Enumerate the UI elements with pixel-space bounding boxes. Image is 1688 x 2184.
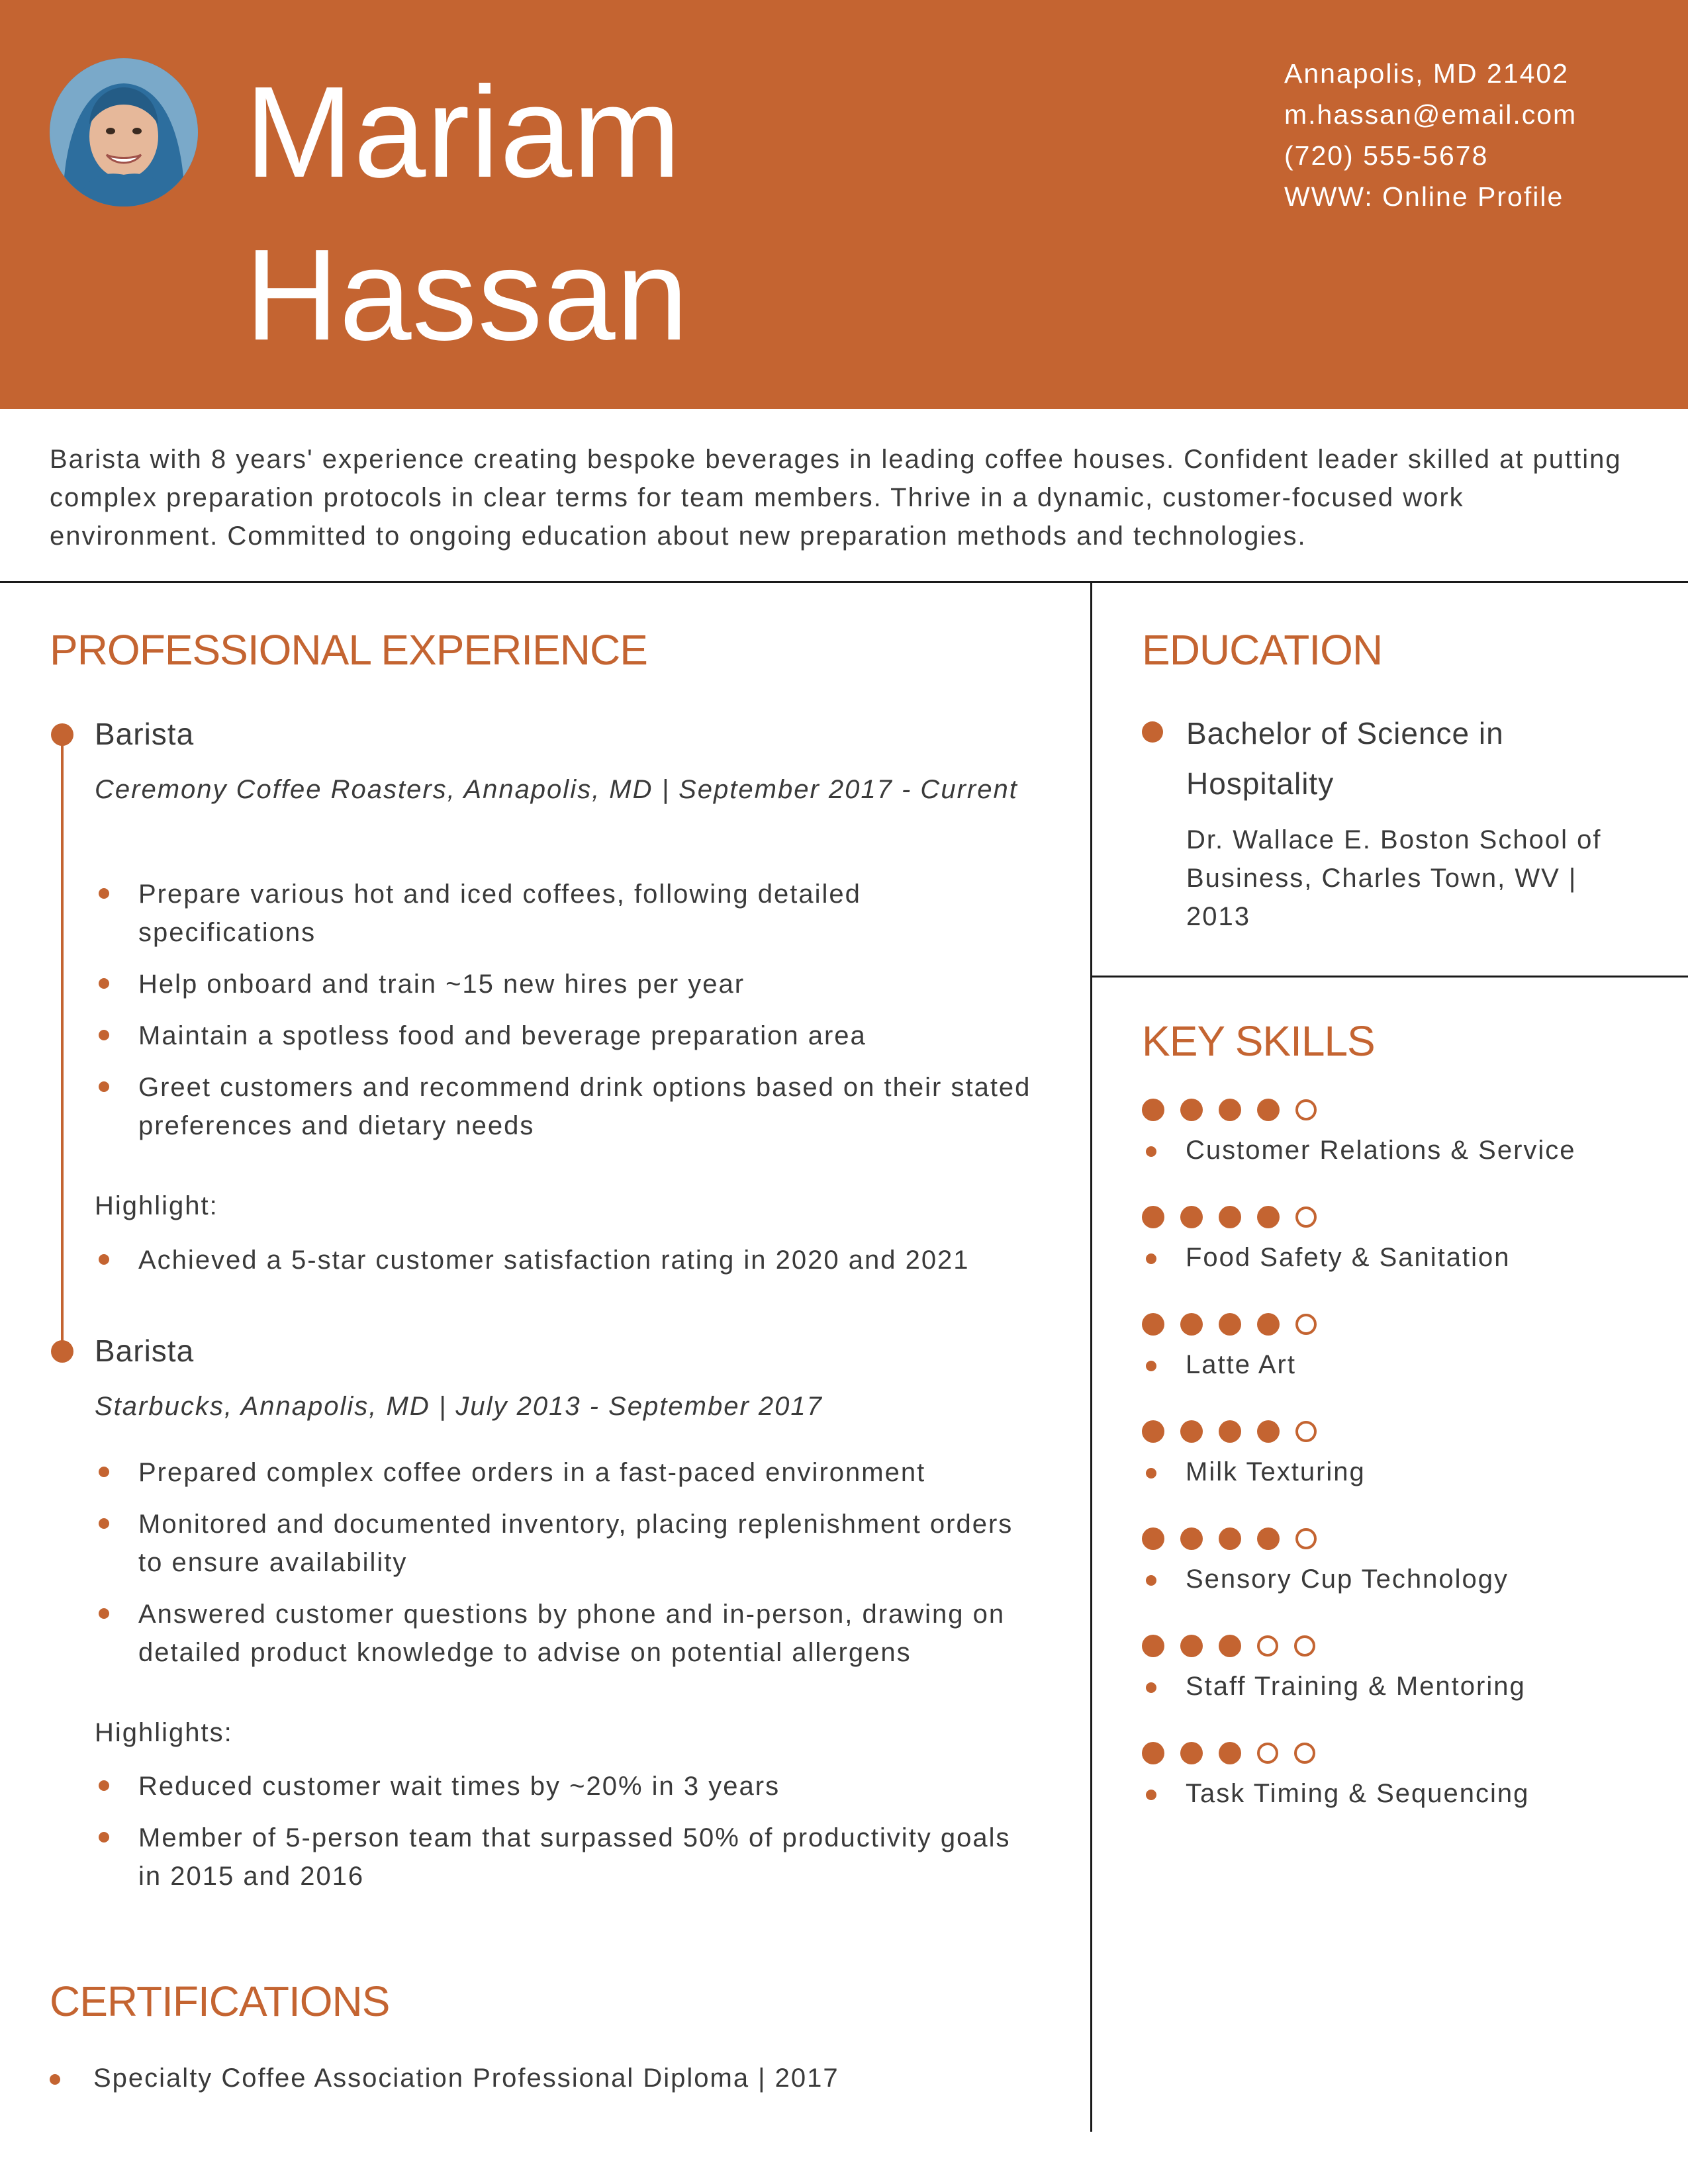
rating-dot-empty bbox=[1294, 1635, 1315, 1657]
highlight-label: Highlights: bbox=[95, 1718, 233, 1747]
rating-dot-filled bbox=[1142, 1635, 1164, 1657]
skill-name: Sensory Cup Technology bbox=[1142, 1565, 1509, 1594]
list-item: Reduced customer wait times by ~20% in 3 years bbox=[95, 1767, 1035, 1805]
rating-dot-empty bbox=[1295, 1206, 1317, 1228]
rating-dot-filled bbox=[1257, 1420, 1280, 1443]
contact-address: Annapolis, MD 21402 bbox=[1284, 58, 1570, 89]
skill-rating bbox=[1142, 1313, 1317, 1336]
job-title: Barista bbox=[95, 1334, 195, 1368]
rating-dot-filled bbox=[1219, 1206, 1241, 1228]
rating-dot-filled bbox=[1142, 1099, 1164, 1121]
rating-dot-filled bbox=[1219, 1420, 1241, 1443]
rating-dot-filled bbox=[1257, 1099, 1280, 1121]
contact-phone[interactable]: (720) 555-5678 bbox=[1284, 140, 1489, 171]
certifications-heading: CERTIFICATIONS bbox=[50, 1978, 390, 2025]
rating-dot-filled bbox=[1180, 1527, 1203, 1550]
rating-dot-filled bbox=[1219, 1313, 1241, 1336]
education-dot bbox=[1142, 721, 1163, 743]
rating-dot-empty bbox=[1295, 1421, 1317, 1442]
rating-dot-filled bbox=[1219, 1527, 1241, 1550]
contact-email[interactable]: m.hassan@email.com bbox=[1284, 99, 1577, 130]
rating-dot-filled bbox=[1219, 1635, 1241, 1657]
list-item: Answered customer questions by phone and in-person, drawing on detailed product knowledge to advise on potential allergens bbox=[95, 1595, 1035, 1672]
rating-dot-filled bbox=[1180, 1635, 1203, 1657]
header-banner bbox=[0, 0, 1688, 409]
rating-dot-filled bbox=[1142, 1313, 1164, 1336]
skill-name: Latte Art bbox=[1142, 1350, 1296, 1380]
list-item: Prepare various hot and iced coffees, following detailed specifications bbox=[95, 875, 1035, 952]
job-title: Barista bbox=[95, 717, 195, 751]
skill-rating bbox=[1142, 1420, 1317, 1443]
first-name: Mariam bbox=[245, 60, 682, 205]
skill-name: Staff Training & Mentoring bbox=[1142, 1672, 1526, 1702]
job-meta: Starbucks, Annapolis, MD | July 2013 - September 2017 bbox=[95, 1392, 823, 1421]
skill-name: Food Safety & Sanitation bbox=[1142, 1243, 1511, 1273]
school-detail: Dr. Wallace E. Boston School of Business, Charles Town, WV | 2013 bbox=[1186, 825, 1602, 931]
profile-photo-icon bbox=[50, 58, 198, 206]
rating-dot-empty bbox=[1257, 1743, 1278, 1764]
rating-dot-filled bbox=[1180, 1206, 1203, 1228]
skill-rating bbox=[1142, 1099, 1317, 1121]
skills-heading: KEY SKILLS bbox=[1142, 1017, 1375, 1065]
job-bullets bbox=[95, 1453, 1035, 1672]
skill-rating bbox=[1142, 1206, 1317, 1228]
list-item: Achieved a 5-star customer satisfaction rating in 2020 and 2021 bbox=[95, 1241, 1048, 1279]
job-highlights bbox=[95, 1767, 1035, 1895]
job-meta: Ceremony Coffee Roasters, Annapolis, MD | September 2017 - Current bbox=[95, 775, 1018, 804]
rating-dot-filled bbox=[1180, 1742, 1203, 1764]
rating-dot-filled bbox=[1180, 1099, 1203, 1121]
rating-dot-filled bbox=[1219, 1742, 1241, 1764]
list-item: Member of 5-person team that surpassed 50% of productivity goals in 2015 and 2016 bbox=[95, 1819, 1035, 1895]
rating-dot-filled bbox=[1180, 1420, 1203, 1443]
skill-rating bbox=[1142, 1635, 1315, 1657]
contact-website[interactable]: WWW: Online Profile bbox=[1284, 181, 1564, 212]
skill-rating bbox=[1142, 1742, 1315, 1764]
rating-dot-filled bbox=[1180, 1313, 1203, 1336]
job-highlights bbox=[95, 1241, 1048, 1279]
avatar bbox=[50, 58, 198, 206]
rating-dot-filled bbox=[1219, 1099, 1241, 1121]
skill-rating bbox=[1142, 1527, 1317, 1550]
list-item: Greet customers and recommend drink options based on their stated preferences and dietary needs bbox=[95, 1068, 1035, 1145]
timeline-dot-job-2 bbox=[51, 1340, 73, 1363]
rating-dot-empty bbox=[1295, 1314, 1317, 1335]
rating-dot-empty bbox=[1294, 1743, 1315, 1764]
rating-dot-filled bbox=[1142, 1206, 1164, 1228]
skill-name: Task Timing & Sequencing bbox=[1142, 1779, 1529, 1809]
rating-dot-empty bbox=[1295, 1528, 1317, 1549]
rating-dot-empty bbox=[1295, 1099, 1317, 1120]
divider-horizontal bbox=[0, 581, 1688, 583]
rating-dot-filled bbox=[1142, 1420, 1164, 1443]
certification-item: Specialty Coffee Association Professional Diploma | 2017 bbox=[50, 2064, 839, 2093]
highlight-label: Highlight: bbox=[95, 1191, 218, 1220]
list-item: Monitored and documented inventory, placing replenishment orders to ensure availability bbox=[95, 1505, 1035, 1582]
rating-dot-filled bbox=[1142, 1742, 1164, 1764]
professional-summary: Barista with 8 years' experience creating bespoke beverages in leading coffee houses. Confident leader skilled at putting complex preparation protocols in clear terms for team members. Thrive in a dynamic, customer-focused work environment. Committed to ongoing education about new preparation methods and technologies. bbox=[50, 445, 1622, 551]
list-item: Help onboard and train ~15 new hires per year bbox=[95, 965, 1035, 1003]
experience-heading: PROFESSIONAL EXPERIENCE bbox=[50, 626, 647, 674]
list-item: Prepared complex coffee orders in a fast-paced environment bbox=[95, 1453, 1035, 1492]
skill-name: Customer Relations & Service bbox=[1142, 1136, 1576, 1165]
timeline-dot-job-1 bbox=[51, 723, 73, 746]
rating-dot-filled bbox=[1142, 1527, 1164, 1550]
contact-info bbox=[1284, 53, 1577, 217]
rating-dot-filled bbox=[1257, 1206, 1280, 1228]
rating-dot-filled bbox=[1257, 1527, 1280, 1550]
degree-title: Bachelor of Science in Hospitality bbox=[1186, 716, 1504, 801]
skill-name: Milk Texturing bbox=[1142, 1457, 1366, 1487]
divider-right-column bbox=[1092, 976, 1688, 978]
last-name: Hassan bbox=[245, 222, 689, 367]
rating-dot-filled bbox=[1257, 1313, 1280, 1336]
divider-vertical bbox=[1090, 583, 1092, 2132]
job-bullets bbox=[95, 875, 1035, 1145]
education-heading: EDUCATION bbox=[1142, 626, 1383, 674]
rating-dot-empty bbox=[1257, 1635, 1278, 1657]
experience-timeline bbox=[61, 731, 64, 1353]
list-item: Maintain a spotless food and beverage preparation area bbox=[95, 1017, 1035, 1055]
